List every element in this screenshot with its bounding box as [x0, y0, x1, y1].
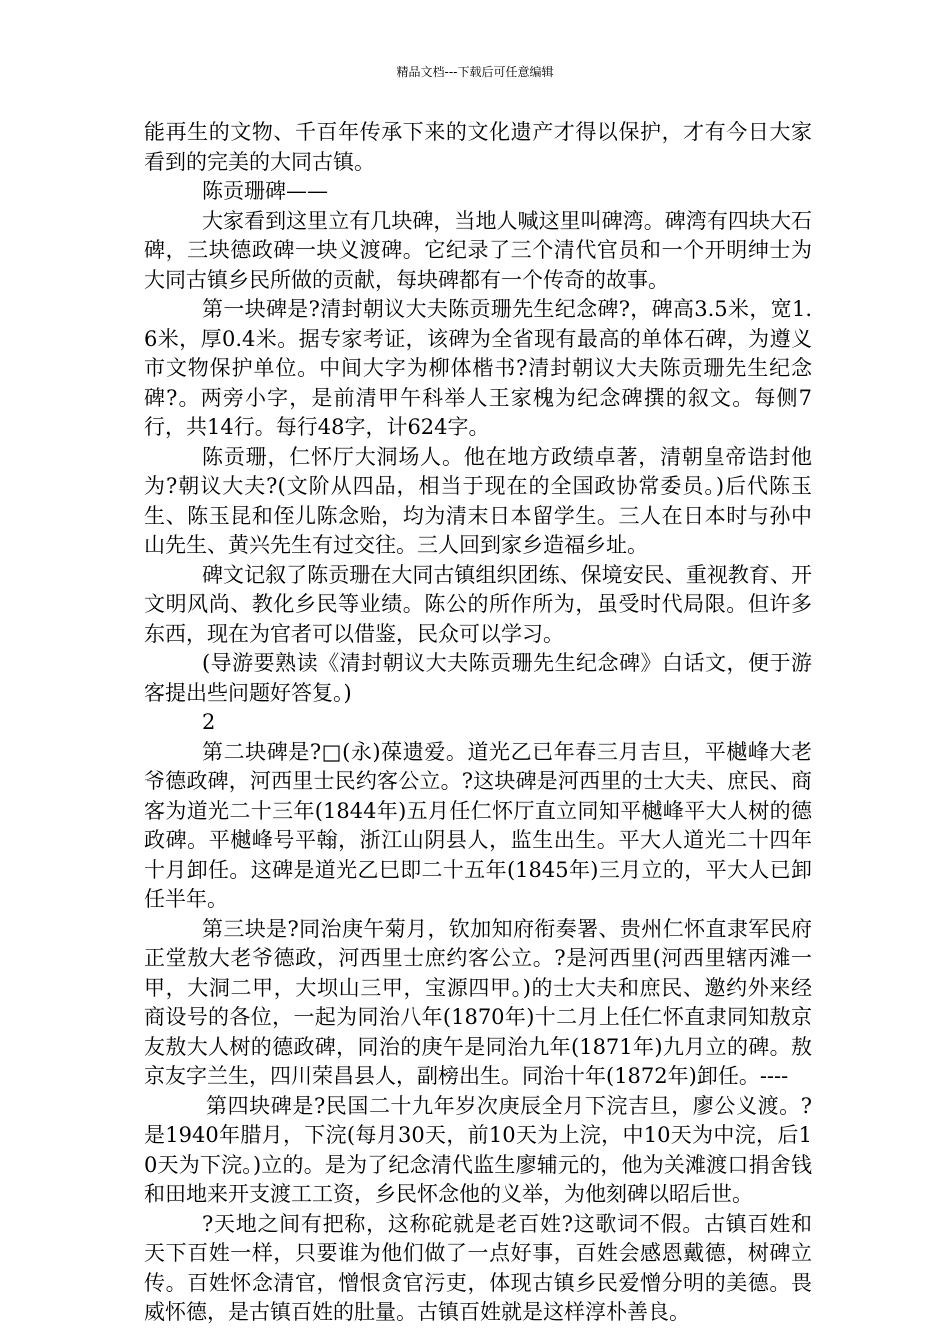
paragraph-second-stele: 第二块碑是?□(永)葆遗爱。道光乙已年春三月吉旦，平樾峰大老爷德政碑，河西里士民约客公立。?这块碑是河西里的士大夫、庶民、商客为道光二十三年(1844年)五月任仁怀厅直立同知平樾峰平大人树的德政碑。平樾峰号平翰，浙江山阴县人，监生出生。平大人道光二十四年十月卸任。这碑是道光乙巳即二十五年(1845年)三月立的，平大人已卸任半年。 — [144, 739, 812, 911]
section-heading-chen-gongshan-stele: 陈贡珊碑—— — [202, 179, 328, 203]
paragraph-inscription-summary: 碑文记叙了陈贡珊在大同古镇组织团练、保境安民、重视教育、开文明风尚、教化乡民等业绩。陈公的所作所为，虽受时代局限。但许多东西，现在为官者可以借鉴，民众可以学习。 — [144, 562, 812, 646]
paragraph-fourth-stele: 第四块碑是?民国二十九年岁次庚辰全月下浣吉旦，廖公义渡。?是1940年腊月，下浣(每月30天，前10天为上浣，中10天为中浣，后10天为下浣。)立的。是为了纪念清代监生廖辅元的，他为关滩渡口捐舍钱和田地来开支渡工工资，乡民怀念他的义举，为他刻碑以昭后世。 — [144, 1093, 812, 1206]
document-body — [144, 118, 812, 1328]
paragraph-guide-note: (导游要熟读《清封朝议大夫陈贡珊先生纪念碑》白话文，便于游客提出些问题好答复。) — [144, 651, 812, 705]
paragraph-closing-remarks: ?天地之间有把称，这称砣就是老百姓?这歌词不假。古镇百姓和天下百姓一样，只要谁为他们做了一点好事，百姓会感恩戴德，树碑立传。百姓怀念清官，憎恨贪官污吏，体现古镇乡民爱憎分明的美德。畏威怀德，是古镇百姓的肚量。古镇百姓就是这样淳朴善良。 — [144, 1211, 812, 1324]
paragraph-third-stele: 第三块是?同治庚午菊月，钦加知府衔奏署、贵州仁怀直隶军民府正堂敖大老爷德政，河西里士庶约客公立。?是河西里(河西里辖丙滩一甲，大洞二甲，大坝山三甲，宝源四甲。)的士大夫和庶民、邀约外来经商设号的各位，一起为同治八年(1870年)十二月上任仁怀直隶同知敖京友敖大人树的德政碑，同治的庚午是同治九年(1871年)九月立的碑。敖京友字兰生，四川荣昌县人，副榜出生。同治十年(1872年)卸任。---- — [144, 916, 812, 1088]
paragraph-first-stele: 第一块碑是?清封朝议大夫陈贡珊先生纪念碑?，碑高3.5米，宽1.6米，厚0.4米。据专家考证，该碑为全省现有最高的单体石碑，为遵义市文物保护单位。中间大字为柳体楷书?清封朝议大夫陈贡珊先生纪念碑?。两旁小字，是前清甲午科举人王家槐为纪念碑撰的叙文。每侧7行，共14行。每行48字，计624字。 — [144, 297, 812, 439]
page-header: 精品文档---下载后可任意编辑 — [396, 65, 554, 79]
paragraph-intro-continuation: 能再生的文物、千百年传承下来的文化遗产才得以保护，才有今日大家看到的完美的大同古镇。 — [144, 120, 812, 174]
paragraph-chen-gongshan-bio: 陈贡珊，仁怀厅大洞场人。他在地方政绩卓著，清朝皇帝诰封他为?朝议大夫?(文阶从四品，相当于现在的全国政协常委员。)后代陈玉生、陈玉昆和侄儿陈念贻，均为清末日本留学生。三人在日本时与孙中山先生、黄兴先生有过交往。三人回到家乡造福乡址。 — [144, 444, 812, 557]
section-number: 2 — [202, 710, 216, 734]
paragraph-stele-bay-overview: 大家看到这里立有几块碑，当地人喊这里叫碑湾。碑湾有四块大石碑，三块德政碑一块义渡碑。它纪录了三个清代官员和一个开明绅士为大同古镇乡民所做的贡献，每块碑都有一个传奇的故事。 — [144, 208, 812, 292]
